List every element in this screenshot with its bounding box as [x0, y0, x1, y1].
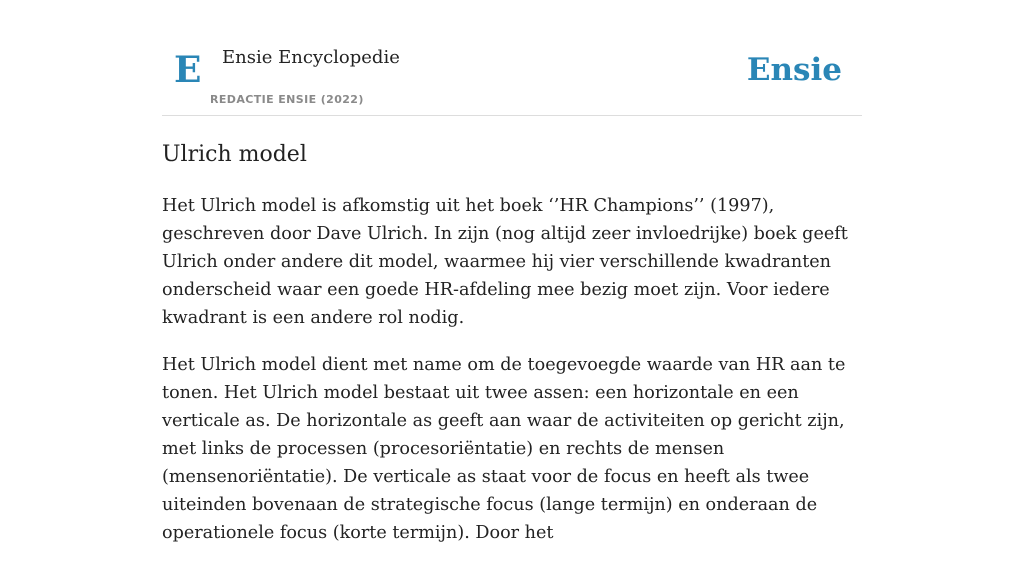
- site-header: [162, 40, 862, 116]
- article-body: [162, 192, 862, 566]
- ensie-logo-icon[interactable]: E: [174, 49, 202, 91]
- article-paragraph: Het Ulrich model dient met name om de toegevoegde waarde van HR aan te tonen. Het Ulrich model bestaat uit twee assen: een horizontale en een verticale as. De horizontale as geeft aan waar de activiteiten op gericht zijn, met links de processen (procesoriëntatie) en rechts de mensen (mensenoriëntatie). De verticale as staat voor de focus en heeft als twee uiteinden bovenaan de strategische focus (lange termijn) en onderaan de operationele focus (korte termijn). Door het: [162, 355, 846, 543]
- site-name[interactable]: Ensie Encyclopedie: [222, 47, 400, 68]
- article-paragraph: Het Ulrich model is afkomstig uit het boek ‘’HR Champions’’ (1997), geschreven door Dave Ulrich. In zijn (nog altijd zeer invloedrijke) boek geeft Ulrich onder andere dit model, waarmee hij vier verschillende kwadranten onderscheid waar een goede HR-afdeling mee bezig moet zijn. Voor iedere kwadrant is een andere rol nodig.: [162, 196, 848, 328]
- author-byline: REDACTIE ENSIE (2022): [210, 93, 364, 106]
- brand-logo[interactable]: Ensie: [746, 52, 842, 88]
- page-title: Ulrich model: [162, 142, 307, 167]
